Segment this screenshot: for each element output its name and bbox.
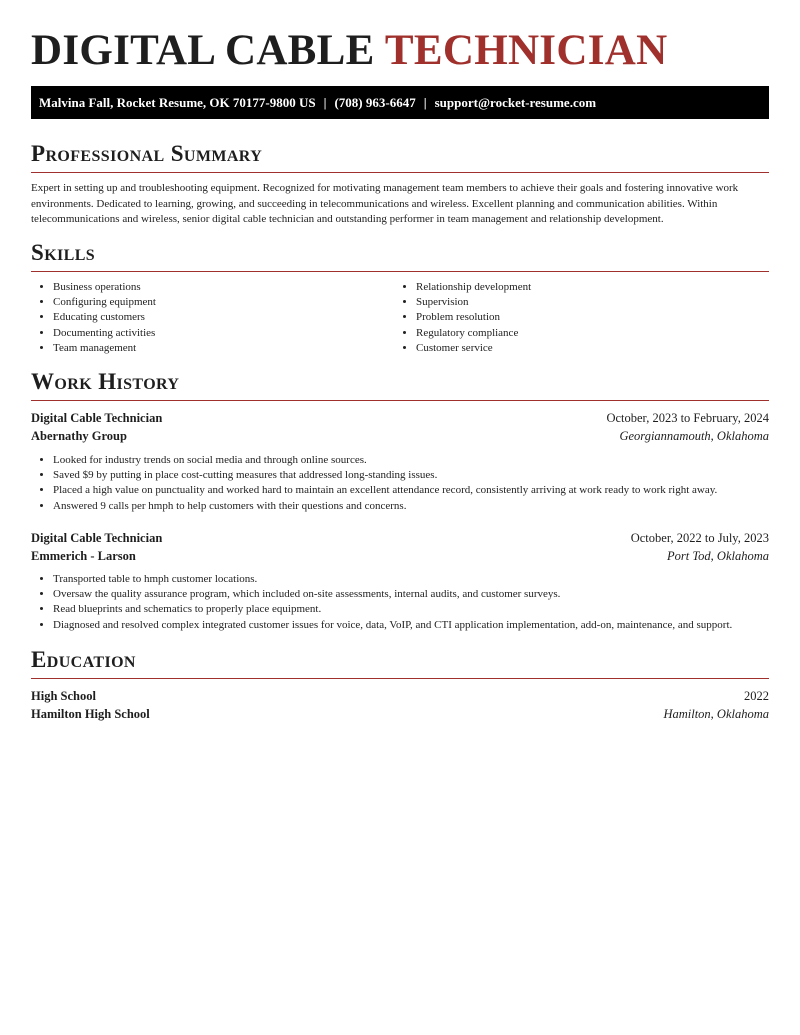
education-school-row — [31, 705, 769, 723]
education-degree: High School — [31, 689, 96, 703]
skill-item: • Relationship development — [416, 280, 756, 295]
job-bullet: • Transported table to hmph customer locations. — [53, 572, 769, 587]
job-location: Port Tod, Oklahoma — [667, 549, 769, 563]
education-location: Hamilton, Oklahoma — [663, 707, 769, 721]
education-school: Hamilton High School — [31, 707, 150, 721]
education-heading: Education — [31, 647, 136, 672]
job-bullet: • Placed a high value on punctuality and worked hard to maintain an excellent attendance record, consistently arriving at work ready to work right away. — [53, 483, 769, 498]
summary-text: Expert in setting up and troubleshooting equipment. Recognized for motivating management team members to achieve their goals and fostering innovative work environments. Dedicated to learning, growing, and succeeding in telecommunications and wireless. Excellent planning and communication abilities. Within telecommunications and wireless, senior digital cable technician and outstanding performer in team management and relationship development. — [31, 182, 739, 225]
job-location: Georgiannamouth, Oklahoma — [619, 429, 769, 443]
contact-email[interactable]: support@rocket-resume.com — [434, 95, 597, 110]
contact-separator: | — [323, 95, 327, 110]
skill-item: • Regulatory compliance — [416, 326, 756, 341]
skills-list-left — [31, 280, 393, 356]
job-bullets — [31, 453, 769, 514]
contact-phone[interactable]: (708) 963-6647 — [334, 95, 416, 110]
job-bullet: • Answered 9 calls per hmph to help customers with their questions and concerns. — [53, 499, 769, 514]
skill-item: • Educating customers — [53, 310, 393, 325]
skill-item: • Configuring equipment — [53, 295, 393, 310]
job-company-row — [31, 427, 769, 445]
job-dates: October, 2022 to July, 2023 — [630, 531, 769, 545]
contact-bar — [31, 86, 769, 119]
education-degree-row — [31, 687, 769, 705]
skills-heading: Skills — [31, 240, 96, 265]
skill-item: • Supervision — [416, 295, 756, 310]
skill-item: • Documenting activities — [53, 326, 393, 341]
skills-list-right — [394, 280, 756, 356]
summary-heading: Professional Summary — [31, 141, 263, 166]
work-heading: Work History — [31, 369, 180, 394]
job-bullet: • Diagnosed and resolved complex integrated customer issues for voice, data, VoIP, and CTI application implementation, add-on, maintenance, and support. — [53, 618, 769, 633]
job-company: Emmerich - Larson — [31, 549, 136, 563]
section-divider — [31, 400, 769, 401]
job-bullets — [31, 572, 769, 633]
contact-address: Malvina Fall, Rocket Resume, OK 70177-9800 US — [39, 95, 316, 110]
skill-item: • Team management — [53, 341, 393, 356]
skill-item: • Business operations — [53, 280, 393, 295]
section-divider — [31, 172, 769, 173]
skill-item: • Problem resolution — [416, 310, 756, 325]
job-dates: October, 2023 to February, 2024 — [606, 411, 769, 425]
section-divider — [31, 271, 769, 272]
skill-item: • Customer service — [416, 341, 756, 356]
job-bullet: • Saved $9 by putting in place cost-cutting measures that addressed long-standing issues. — [53, 468, 769, 483]
section-divider — [31, 678, 769, 679]
job-title: Digital Cable Technician — [31, 411, 163, 425]
job-company-row — [31, 547, 769, 565]
job-title-row — [31, 409, 769, 427]
resume-title — [31, 26, 667, 76]
title-main: DIGITAL CABLE — [31, 27, 385, 74]
job-title: Digital Cable Technician — [31, 531, 163, 545]
job-title-row — [31, 529, 769, 547]
education-year: 2022 — [744, 689, 769, 703]
job-company: Abernathy Group — [31, 429, 127, 443]
job-bullet: • Looked for industry trends on social media and through online sources. — [53, 453, 769, 468]
contact-separator: | — [423, 95, 427, 110]
title-accent: TECHNICIAN — [384, 27, 668, 74]
job-bullet: • Read blueprints and schematics to properly place equipment. — [53, 602, 769, 617]
job-bullet: • Oversaw the quality assurance program, which included on-site assessments, internal audits, and customer surveys. — [53, 587, 769, 602]
